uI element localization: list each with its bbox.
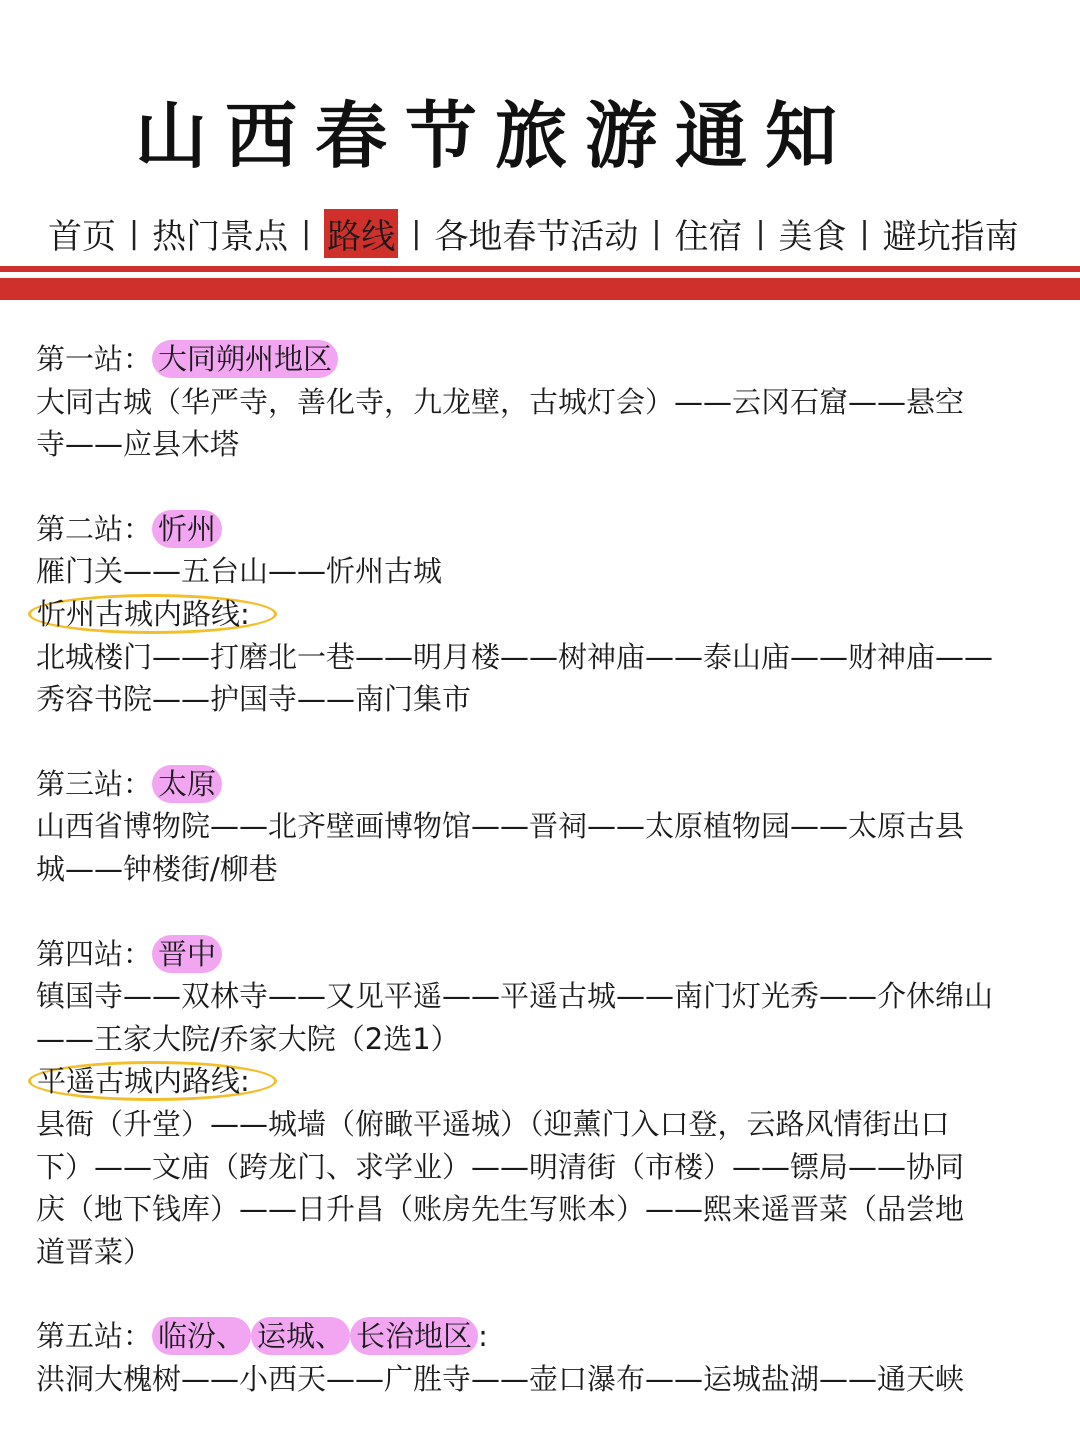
subroute-colon: : xyxy=(240,596,250,631)
subroute-title-text: 平遥古城内路线 xyxy=(37,1064,241,1099)
nav-separator: | xyxy=(651,215,662,251)
subroute-line: 道晋菜） xyxy=(36,1234,153,1269)
route-line: 山西省博物院——北齐壁画博物馆——晋祠——太原植物园——太原古县 xyxy=(36,809,965,844)
nav-separator: | xyxy=(411,215,422,251)
nav-separator: | xyxy=(301,215,312,251)
nav-item-pitfall-guide[interactable]: 避坑指南 xyxy=(882,216,1019,257)
nav-separator: | xyxy=(755,215,766,251)
nav-item-festival-events[interactable]: 各地春节活动 xyxy=(434,216,639,257)
subroute-heading xyxy=(36,1060,1036,1103)
route-line: ——王家大院/乔家大院（2选1） xyxy=(36,1021,460,1056)
station-region: 晋中 xyxy=(152,935,222,973)
station-label: 第三站： xyxy=(36,766,153,801)
header-divider-thick xyxy=(0,278,1080,300)
page-title: 山西春节旅游通知 xyxy=(134,94,855,178)
nav-item-home[interactable]: 首页 xyxy=(48,216,116,257)
station-3 xyxy=(36,763,1036,891)
station-region: 忻州 xyxy=(152,510,222,548)
route-line: 寺——应县木塔 xyxy=(36,427,240,462)
nav-item-food[interactable]: 美食 xyxy=(778,216,847,257)
station-1 xyxy=(36,338,1036,466)
top-nav xyxy=(48,210,1019,256)
route-line: 城——钟楼街/柳巷 xyxy=(36,851,278,886)
route-line: 洪洞大槐树——小西天——广胜寺——壶口瀑布——运城盐湖——通天峡 xyxy=(36,1361,965,1396)
route-line: 镇国寺——双林寺——又见平遥——平遥古城——南门灯光秀——介休绵山 xyxy=(36,979,994,1014)
station-5 xyxy=(36,1315,1036,1400)
subroute-title xyxy=(28,1061,277,1101)
header-divider-thin xyxy=(0,266,1080,272)
route-content xyxy=(36,338,1036,1442)
subroute-colon: : xyxy=(240,1064,250,1099)
station-label: 第五站： xyxy=(36,1319,153,1354)
station-heading xyxy=(36,763,1036,806)
subroute-heading xyxy=(36,593,1036,636)
station-label: 第二站： xyxy=(36,511,153,546)
nav-separator: | xyxy=(859,215,870,251)
subroute-line: 县衙（升堂）——城墙（俯瞰平遥城）（迎薰门入口登，云路风情街出口 xyxy=(36,1106,950,1141)
nav-item-attractions[interactable]: 热门景点 xyxy=(152,216,289,257)
station-region: 大同朔州地区 xyxy=(152,340,338,378)
station-suffix: : xyxy=(478,1319,488,1354)
nav-item-lodging[interactable]: 住宿 xyxy=(674,216,743,257)
station-region-changzhi: 长治地区 xyxy=(350,1317,478,1355)
subroute-line: 下）——文庙（跨龙门、求学业）——明清街（市楼）——镖局——协同 xyxy=(36,1149,965,1184)
station-heading xyxy=(36,933,1036,976)
station-heading xyxy=(36,1315,1036,1358)
station-label: 第一站： xyxy=(36,342,153,376)
station-label: 第四站： xyxy=(36,936,153,971)
station-2 xyxy=(36,508,1036,721)
subroute-line: 北城楼门——打磨北一巷——明月楼——树神庙——泰山庙——财神庙—— xyxy=(36,639,994,674)
station-heading xyxy=(36,338,1036,381)
route-line: 大同古城（华严寺，善化寺，九龙壁，古城灯会）——云冈石窟——悬空 xyxy=(36,384,965,419)
station-4 xyxy=(36,933,1036,1274)
station-region: 太原 xyxy=(152,765,222,803)
station-heading xyxy=(36,508,1036,551)
station-region-linfen: 临汾、 xyxy=(152,1317,251,1355)
subroute-title xyxy=(28,594,277,634)
station-region-yuncheng: 运城、 xyxy=(251,1317,350,1355)
subroute-line: 庆（地下钱库）——日升昌（账房先生写账本）——熙来遥晋菜（品尝地 xyxy=(36,1192,965,1227)
nav-item-routes[interactable]: 路线 xyxy=(324,209,398,258)
route-line: 雁门关——五台山——忻州古城 xyxy=(36,554,443,589)
subroute-line: 秀容书院——护国寺——南门集市 xyxy=(36,682,472,717)
nav-separator: | xyxy=(129,215,140,251)
subroute-title-text: 忻州古城内路线 xyxy=(37,596,241,631)
